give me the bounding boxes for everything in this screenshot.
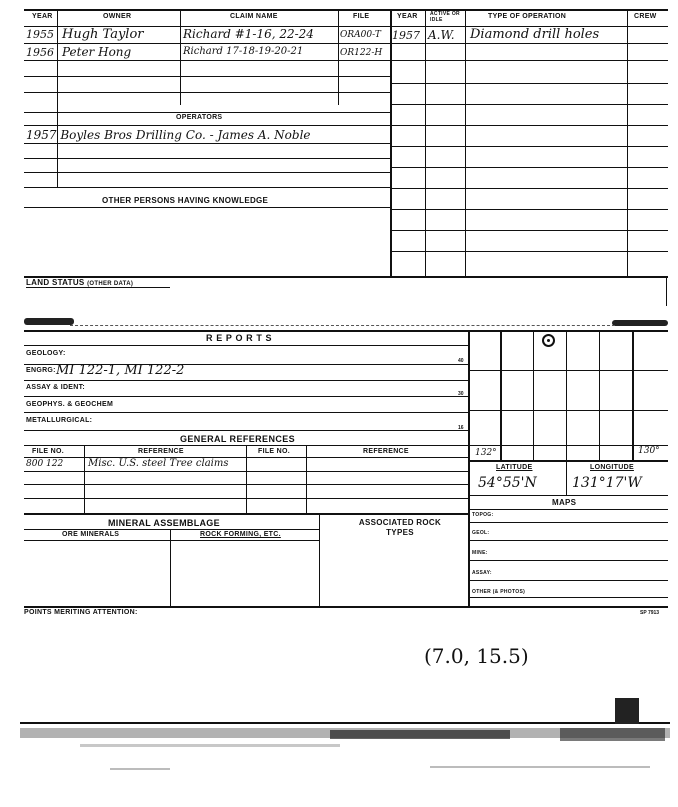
- map-geol: GEOL:: [472, 530, 490, 536]
- operation-row-1-type: Diamond drill holes: [470, 27, 600, 42]
- map-topog: TOPOG:: [472, 512, 494, 518]
- grid-left-degree: 132°: [475, 448, 497, 458]
- map-mine: MINE:: [472, 550, 488, 556]
- margin-number-40: 40: [458, 358, 464, 364]
- owner-row-2-file: OR122-H: [340, 48, 383, 58]
- margin-number-16: 16: [458, 425, 464, 431]
- operators-heading: OPERATORS: [176, 114, 223, 121]
- engrg-value: MI 122-1, MI 122-2: [56, 363, 185, 378]
- owner-row-1-file: ORA00-T: [340, 30, 381, 40]
- reference-entry-text: Misc. U.S. steel Tree claims: [88, 458, 229, 469]
- longitude-value: 131°17'W: [572, 475, 642, 491]
- margin-number-30: 30: [458, 391, 464, 397]
- col-owner: OWNER: [103, 13, 132, 20]
- reports-heading: R E P O R T S: [206, 333, 273, 343]
- metallurgical-label: METALLURGICAL:: [26, 417, 93, 424]
- grid-right-degree: 130°: [638, 446, 660, 456]
- reference-entry-file: 800 122: [26, 459, 64, 469]
- other-persons-heading: OTHER PERSONS HAVING KNOWLEDGE: [102, 196, 269, 205]
- general-references-heading: GENERAL REFERENCES: [180, 434, 296, 444]
- operation-row-1-year: 1957: [392, 29, 420, 42]
- col-file: FILE: [353, 13, 370, 20]
- location-marker-icon: [542, 334, 555, 347]
- operators-entry: 1957 Boyles Bros Drilling Co. - James A. Noble: [26, 128, 311, 142]
- col-ref-reference: REFERENCE: [138, 448, 184, 455]
- owner-row-2-year: 1956: [26, 46, 54, 59]
- geophys-label: GEOPHYS. & GEOCHEM: [26, 401, 114, 408]
- maps-heading: MAPS: [552, 498, 577, 507]
- owner-row-2-claim: Richard 17-18-19-20-21: [183, 46, 304, 57]
- ore-minerals-label: ORE MINERALS: [62, 531, 120, 538]
- operation-row-1-active: A.W.: [428, 28, 455, 42]
- latitude-label: LATITUDE: [496, 464, 533, 471]
- associated-rock-types-label: ASSOCIATED ROCK TYPES: [358, 518, 442, 537]
- engrg-label: ENGRG:: [26, 367, 56, 374]
- col-type-of-operation: TYPE OF OPERATION: [488, 13, 567, 20]
- coordinates-note: (7.0, 15.5): [424, 644, 529, 668]
- assay-label: ASSAY & IDENT:: [26, 384, 86, 391]
- owner-row-1-year: 1955: [26, 28, 54, 41]
- latitude-value: 54°55'N: [478, 475, 537, 491]
- land-status-heading: LAND STATUS: [26, 278, 85, 287]
- owner-row-2-owner: Peter Hong: [62, 45, 132, 59]
- owner-row-1-owner: Hugh Taylor: [62, 27, 144, 42]
- map-other: OTHER (& PHOTOS): [472, 589, 526, 595]
- col-crew: CREW: [634, 13, 657, 20]
- col-year: YEAR: [32, 13, 53, 20]
- col-ref-file-no: FILE NO.: [32, 448, 64, 455]
- form-number: SP 7913: [640, 610, 660, 616]
- owner-row-1-claim: Richard #1-16, 22-24: [183, 27, 314, 41]
- map-assay: ASSAY:: [472, 570, 492, 576]
- longitude-label: LONGITUDE: [590, 464, 634, 471]
- col-ref-file-no-2: FILE NO.: [258, 448, 290, 455]
- rock-forming-label: ROCK FORMING, ETC.: [200, 531, 281, 538]
- land-status-sub: (OTHER DATA): [87, 281, 134, 287]
- mineral-assemblage-heading: MINERAL ASSEMBLAGE: [108, 518, 220, 528]
- col-active-idle: ACTIVE OR IDLE: [430, 11, 460, 23]
- geology-label: GEOLOGY:: [26, 350, 66, 357]
- col-ref-reference-2: REFERENCE: [363, 448, 409, 455]
- points-meriting-attention: POINTS MERITING ATTENTION:: [24, 609, 138, 616]
- col-claim-name: CLAIM NAME: [230, 13, 278, 20]
- col-year-2: YEAR: [397, 13, 418, 20]
